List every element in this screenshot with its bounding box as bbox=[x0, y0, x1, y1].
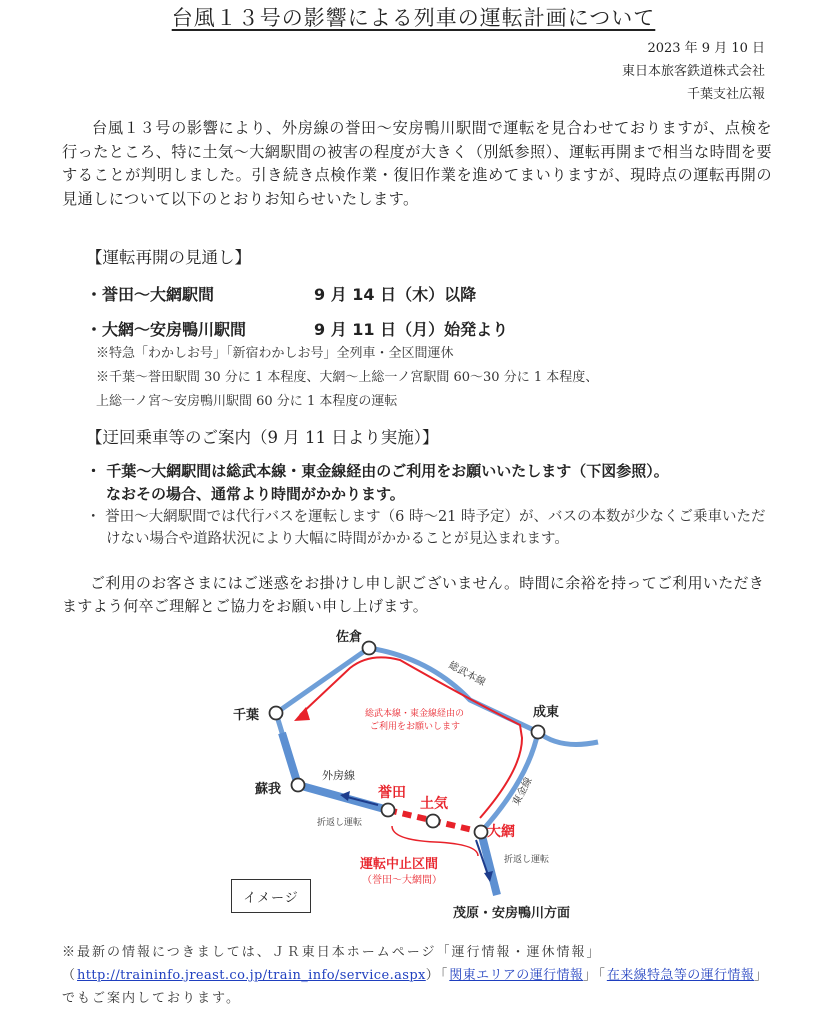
togane-line-label: 東金線 bbox=[510, 775, 535, 808]
note-frequency-2: 上総一ノ宮～安房鴨川駅間 60 分に 1 本程度の運転 bbox=[96, 394, 398, 409]
closing-paragraph: ご利用のお客さまにはご迷惑をお掛けし申し訳ございません。時間に余裕を持ってご利用いただきますよう何卒ご理解とご協力をお願い申し上げます。 bbox=[62, 574, 765, 615]
footer-prefix: ※最新の情報につきましては、ＪＲ東日本ホームページ「運行情報・運休情報」 bbox=[62, 945, 602, 960]
bottom-direction-label: 茂原・安房鴨川方面 bbox=[453, 906, 571, 921]
station-sakura-dot bbox=[363, 642, 376, 655]
detour-heading: 【迂回乗車等のご案内（9 月 11 日より実施）】 bbox=[86, 428, 439, 447]
suspended-range-label: （誉田～大網間） bbox=[362, 875, 442, 886]
station-oami-label: 大網 bbox=[487, 824, 515, 840]
station-toke-dot bbox=[427, 815, 440, 828]
note-frequency-1: ※千葉～誉田駅間 30 分に 1 本程度、大網～上総一ノ宮駅間 60～30 分に 1 本程度、 bbox=[96, 370, 599, 385]
kanto-area-link[interactable]: 関東エリアの運行情報 bbox=[449, 968, 584, 983]
station-oami-dot bbox=[475, 826, 488, 839]
outlook-row-1-when: 9 月 14 日（木）以降 bbox=[314, 285, 477, 304]
intro-paragraph: 台風１３号の影響により、外房線の誉田～安房鴨川駅間で運転を見合わせておりますが、点検を行ったところ、特に土気～大網駅間の被害の程度が大きく（別紙参照）、運転再開まで相当な時間を要することが判明しました。引き続き点検作業・復旧作業を進めてまいりますが、現時点の運転再開の見通しについて以下のとおりお知らせいたします。 bbox=[62, 119, 772, 208]
footer-paren-open: （ bbox=[62, 968, 78, 983]
station-soga-label: 蘇我 bbox=[255, 782, 282, 797]
detour-note-line-2: ご利用をお願いします bbox=[370, 722, 461, 732]
outlook-heading: 【運転再開の見通し】 bbox=[86, 248, 251, 267]
page-title: 台風１３号の影響による列車の運転計画について bbox=[171, 6, 656, 30]
station-naruto-dot bbox=[532, 726, 545, 739]
station-chiba-label: 千葉 bbox=[233, 708, 260, 723]
suspended-label: 運転中止区間 bbox=[360, 857, 439, 872]
detour-note-line-1: 総武本線・東金線経由の bbox=[365, 709, 465, 719]
detour-bullet-2-text: ・ 誉田～大網駅間では代行バスを運転します（6 時～21 時予定）が、バスの本数が少なくご乗車いただけない場合や道路状況により大幅に時間がかかることが見込まれます。 bbox=[86, 509, 766, 547]
image-label-box bbox=[231, 879, 311, 913]
sotobo-line-label: 外房線 bbox=[322, 769, 355, 782]
branch-name: 千葉支社広報 bbox=[686, 87, 765, 102]
release-date: 2023 年 9 月 10 日 bbox=[647, 41, 765, 56]
image-label: イメージ bbox=[243, 890, 299, 906]
turnback-left-label: 折返し運転 bbox=[317, 818, 363, 828]
footer-paren-close: ）「 bbox=[425, 968, 450, 983]
limited-express-link[interactable]: 在来線特急等の運行情報 bbox=[606, 968, 755, 983]
company-name: 東日本旅客鉄道株式会社 bbox=[621, 64, 765, 79]
station-naruto-label: 成東 bbox=[533, 705, 560, 720]
traininfo-link[interactable]: http://traininfo.jreast.co.jp/train_info/service.aspx bbox=[77, 968, 426, 983]
footer-suffix: 」でもご案内しております。 bbox=[62, 968, 770, 1006]
note-express: ※特急「わかしお号」「新宿わかしお号」全列車・全区間運休 bbox=[96, 346, 454, 361]
detour-bullet-1: ・ 千葉～大網駅間は総武本線・東金線経由のご利用をお願いいたします（下図参照）。 bbox=[86, 462, 669, 480]
footer-mid: 」「 bbox=[583, 968, 607, 983]
station-soga-dot bbox=[292, 779, 305, 792]
turnback-right-label: 折返し運転 bbox=[504, 855, 550, 865]
detour-bullet-1-cont: なおその場合、通常より時間がかかります。 bbox=[106, 485, 405, 503]
station-honda-dot bbox=[382, 804, 395, 817]
station-honda-label: 誉田 bbox=[378, 785, 406, 801]
outlook-row-2-section: ・大網～安房鴨川駅間 bbox=[86, 320, 247, 339]
outlook-row-2-when: 9 月 11 日（月）始発より bbox=[314, 320, 509, 339]
station-toke-label: 土気 bbox=[420, 796, 448, 812]
sobu-line-label: 総武本線 bbox=[446, 659, 488, 689]
station-sakura-label: 佐倉 bbox=[336, 630, 363, 645]
outlook-row-1-section: ・誉田～大網駅間 bbox=[86, 285, 215, 304]
footer-note bbox=[62, 941, 774, 1010]
station-chiba-dot bbox=[270, 707, 283, 720]
